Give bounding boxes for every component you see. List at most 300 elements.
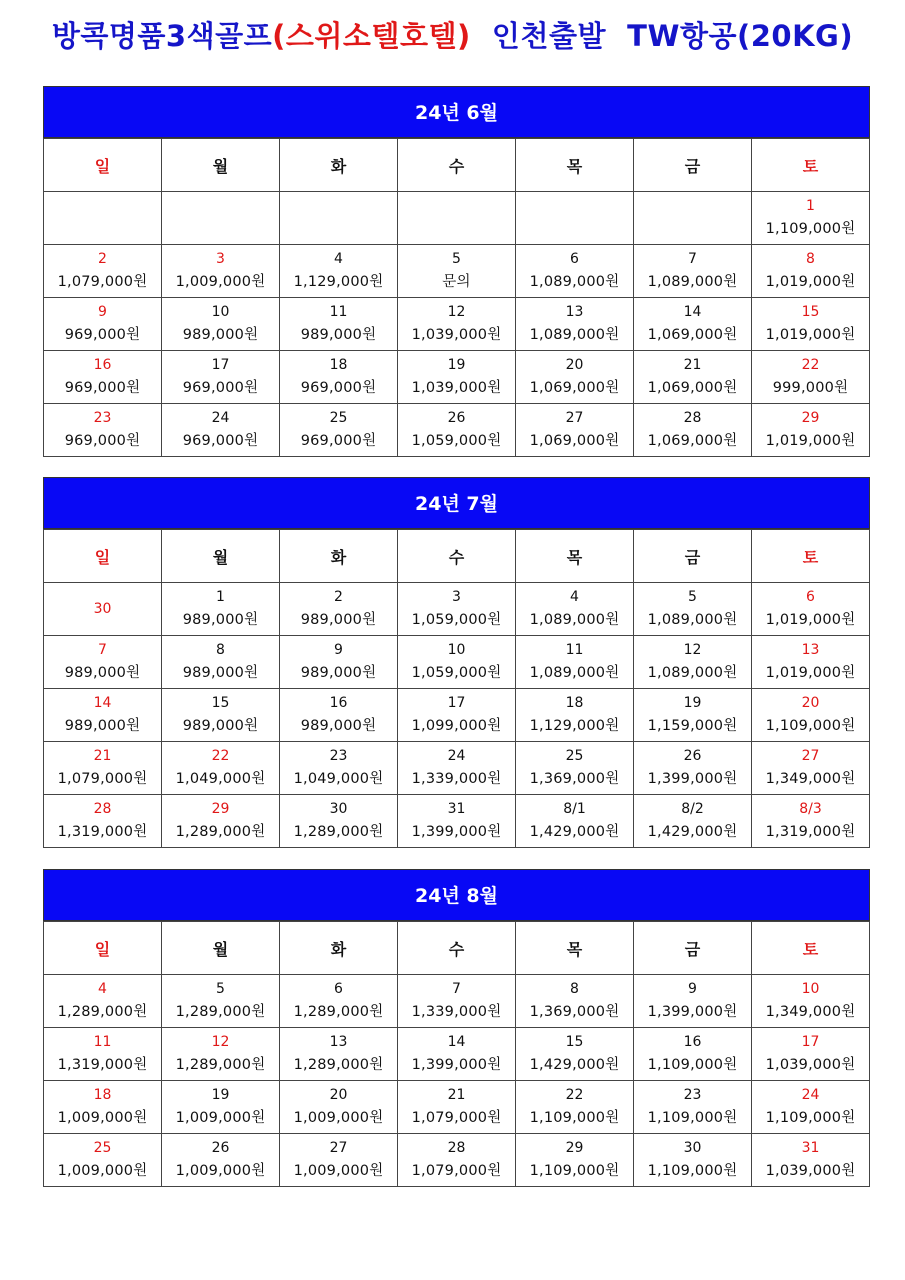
day-cell xyxy=(752,245,870,298)
day-cell xyxy=(752,1081,870,1134)
day-cell xyxy=(398,975,516,1028)
price-label: 1,289,000원 xyxy=(175,1057,266,1073)
day-cell xyxy=(44,583,162,636)
price-label: 1,429,000원 xyxy=(529,1057,620,1073)
day-cell xyxy=(44,1081,162,1134)
month-calendar xyxy=(43,86,870,457)
day-cell xyxy=(634,245,752,298)
day-number: 12 xyxy=(211,1034,230,1050)
price-label: 1,109,000원 xyxy=(647,1110,738,1126)
price-label: 1,089,000원 xyxy=(647,274,738,290)
day-number: 5 xyxy=(688,589,697,605)
day-cell xyxy=(162,1134,280,1187)
price-label: 1,049,000원 xyxy=(175,771,266,787)
day-cell xyxy=(516,742,634,795)
price-label: 1,009,000원 xyxy=(293,1110,384,1126)
weekday-label: 목 xyxy=(516,922,634,975)
day-cell xyxy=(398,192,516,245)
price-label: 1,039,000원 xyxy=(765,1163,856,1179)
price-label: 1,089,000원 xyxy=(647,612,738,628)
week-row xyxy=(44,298,870,351)
day-number: 18 xyxy=(93,1087,112,1103)
day-cell xyxy=(162,245,280,298)
day-number: 14 xyxy=(683,304,702,320)
day-cell xyxy=(634,975,752,1028)
price-label: 969,000원 xyxy=(64,380,141,396)
day-cell xyxy=(162,298,280,351)
weekday-label: 월 xyxy=(162,922,280,975)
day-cell xyxy=(516,689,634,742)
day-number: 19 xyxy=(447,357,466,373)
day-cell xyxy=(634,636,752,689)
day-number: 15 xyxy=(801,304,820,320)
title-product: 방콕명품3색골프 xyxy=(51,19,273,53)
day-number: 1 xyxy=(216,589,225,605)
price-label: 1,109,000원 xyxy=(529,1163,620,1179)
price-label: 969,000원 xyxy=(300,380,377,396)
week-row xyxy=(44,351,870,404)
day-cell xyxy=(516,975,634,1028)
day-number: 6 xyxy=(806,589,815,605)
weekday-header-row xyxy=(44,530,870,583)
day-number: 23 xyxy=(329,748,348,764)
day-number: 27 xyxy=(565,410,584,426)
day-number: 30 xyxy=(329,801,348,817)
day-cell xyxy=(398,1081,516,1134)
price-label: 1,079,000원 xyxy=(411,1110,502,1126)
price-label: 1,109,000원 xyxy=(647,1057,738,1073)
day-number: 19 xyxy=(683,695,702,711)
day-cell xyxy=(280,975,398,1028)
day-cell xyxy=(398,245,516,298)
day-number: 15 xyxy=(211,695,230,711)
price-label: 1,069,000원 xyxy=(647,380,738,396)
price-label: 969,000원 xyxy=(64,433,141,449)
day-number: 23 xyxy=(683,1087,702,1103)
day-number: 30 xyxy=(93,600,112,617)
day-number: 5 xyxy=(216,981,225,997)
weekday-label: 화 xyxy=(280,922,398,975)
day-number: 7 xyxy=(688,251,697,267)
price-label: 1,289,000원 xyxy=(293,1004,384,1020)
weekday-label: 수 xyxy=(398,530,516,583)
day-number: 25 xyxy=(565,748,584,764)
day-number: 17 xyxy=(447,695,466,711)
price-label: 1,059,000원 xyxy=(411,433,502,449)
price-label: 969,000원 xyxy=(182,380,259,396)
week-row xyxy=(44,245,870,298)
price-label: 989,000원 xyxy=(182,665,259,681)
price-label: 1,069,000원 xyxy=(529,433,620,449)
price-label: 1,159,000원 xyxy=(647,718,738,734)
weekday-label: 화 xyxy=(280,139,398,192)
day-number: 4 xyxy=(334,251,343,267)
price-label: 1,079,000원 xyxy=(57,274,148,290)
day-number: 20 xyxy=(565,357,584,373)
day-cell xyxy=(162,975,280,1028)
day-number: 13 xyxy=(329,1034,348,1050)
price-label: 1,009,000원 xyxy=(175,1110,266,1126)
price-label: 1,039,000원 xyxy=(411,380,502,396)
day-cell xyxy=(44,404,162,457)
day-number: 21 xyxy=(93,748,112,764)
weekday-label: 목 xyxy=(516,530,634,583)
day-cell xyxy=(162,404,280,457)
week-row xyxy=(44,975,870,1028)
price-label: 1,429,000원 xyxy=(647,824,738,840)
price-label: 989,000원 xyxy=(300,327,377,343)
calendar-table xyxy=(43,138,870,457)
day-number: 22 xyxy=(565,1087,584,1103)
price-label: 1,039,000원 xyxy=(411,327,502,343)
day-cell xyxy=(398,298,516,351)
day-number: 16 xyxy=(93,357,112,373)
weekday-label: 월 xyxy=(162,139,280,192)
price-label: 1,399,000원 xyxy=(647,1004,738,1020)
day-cell xyxy=(752,404,870,457)
day-cell xyxy=(634,583,752,636)
day-cell xyxy=(516,1028,634,1081)
day-number: 14 xyxy=(93,695,112,711)
price-label: 1,089,000원 xyxy=(529,612,620,628)
price-label: 1,319,000원 xyxy=(765,824,856,840)
day-cell xyxy=(44,1028,162,1081)
price-label: 1,039,000원 xyxy=(765,1057,856,1073)
day-number: 23 xyxy=(93,410,112,426)
day-number: 16 xyxy=(329,695,348,711)
price-label: 1,109,000원 xyxy=(765,718,856,734)
day-cell xyxy=(752,636,870,689)
day-cell xyxy=(44,245,162,298)
day-cell xyxy=(162,1081,280,1134)
day-number: 29 xyxy=(801,410,820,426)
day-cell xyxy=(516,795,634,848)
week-row xyxy=(44,636,870,689)
day-number: 24 xyxy=(211,410,230,426)
price-label: 1,399,000원 xyxy=(411,824,502,840)
day-cell xyxy=(752,298,870,351)
price-label: 969,000원 xyxy=(182,433,259,449)
day-number: 31 xyxy=(447,801,466,817)
price-label: 1,349,000원 xyxy=(765,771,856,787)
price-label: 1,289,000원 xyxy=(175,824,266,840)
day-cell xyxy=(162,351,280,404)
weekday-label: 금 xyxy=(634,139,752,192)
price-label: 1,059,000원 xyxy=(411,665,502,681)
day-number: 10 xyxy=(211,304,230,320)
day-cell xyxy=(516,245,634,298)
page-title xyxy=(0,14,905,55)
day-cell xyxy=(752,192,870,245)
weekday-label: 수 xyxy=(398,922,516,975)
price-label: 989,000원 xyxy=(300,665,377,681)
day-cell xyxy=(634,795,752,848)
price-label: 1,369,000원 xyxy=(529,1004,620,1020)
price-label: 969,000원 xyxy=(300,433,377,449)
day-number: 6 xyxy=(570,251,579,267)
day-cell xyxy=(280,1134,398,1187)
day-number: 15 xyxy=(565,1034,584,1050)
day-cell xyxy=(44,975,162,1028)
day-cell xyxy=(44,742,162,795)
calendar-table xyxy=(43,529,870,848)
price-label: 1,129,000원 xyxy=(293,274,384,290)
day-cell xyxy=(162,1028,280,1081)
week-row xyxy=(44,742,870,795)
day-number: 30 xyxy=(683,1140,702,1156)
day-cell xyxy=(280,583,398,636)
day-cell xyxy=(398,742,516,795)
day-cell xyxy=(752,351,870,404)
price-label: 989,000원 xyxy=(64,718,141,734)
calendar-table xyxy=(43,921,870,1187)
price-label: 1,399,000원 xyxy=(647,771,738,787)
day-cell xyxy=(752,795,870,848)
day-cell xyxy=(398,404,516,457)
day-cell xyxy=(516,1081,634,1134)
day-number: 3 xyxy=(216,251,225,267)
price-label: 1,319,000원 xyxy=(57,824,148,840)
price-label: 969,000원 xyxy=(64,327,141,343)
price-label: 1,009,000원 xyxy=(175,274,266,290)
price-label: 999,000원 xyxy=(772,380,849,396)
day-number: 13 xyxy=(565,304,584,320)
day-number: 11 xyxy=(93,1034,112,1050)
price-label: 1,089,000원 xyxy=(529,327,620,343)
price-label: 1,079,000원 xyxy=(57,771,148,787)
day-number: 22 xyxy=(801,357,820,373)
day-cell xyxy=(516,1134,634,1187)
day-number: 4 xyxy=(570,589,579,605)
price-label: 989,000원 xyxy=(64,665,141,681)
day-number: 28 xyxy=(683,410,702,426)
day-cell xyxy=(516,192,634,245)
day-number: 27 xyxy=(801,748,820,764)
day-cell xyxy=(162,742,280,795)
day-cell xyxy=(162,795,280,848)
day-number: 11 xyxy=(329,304,348,320)
price-label: 1,289,000원 xyxy=(57,1004,148,1020)
day-number: 8/1 xyxy=(563,801,586,817)
day-cell xyxy=(634,1134,752,1187)
day-number: 20 xyxy=(329,1087,348,1103)
weekday-label: 화 xyxy=(280,530,398,583)
weekday-header-row xyxy=(44,922,870,975)
price-label: 1,109,000원 xyxy=(765,1110,856,1126)
weekday-label: 목 xyxy=(516,139,634,192)
price-label: 문의 xyxy=(442,274,471,290)
day-cell xyxy=(752,583,870,636)
day-number: 17 xyxy=(211,357,230,373)
day-cell xyxy=(634,404,752,457)
day-number: 26 xyxy=(683,748,702,764)
price-label: 1,099,000원 xyxy=(411,718,502,734)
price-label: 1,009,000원 xyxy=(175,1163,266,1179)
price-label: 1,109,000원 xyxy=(765,221,856,237)
weekday-label: 일 xyxy=(44,139,162,192)
day-cell xyxy=(516,351,634,404)
price-label: 1,019,000원 xyxy=(765,665,856,681)
day-number: 20 xyxy=(801,695,820,711)
day-cell xyxy=(398,583,516,636)
day-number: 26 xyxy=(447,410,466,426)
price-label: 1,289,000원 xyxy=(293,1057,384,1073)
day-cell xyxy=(752,742,870,795)
price-label: 1,369,000원 xyxy=(529,771,620,787)
month-header: 24년 7월 xyxy=(43,477,870,529)
week-row xyxy=(44,1134,870,1187)
week-row xyxy=(44,583,870,636)
day-cell xyxy=(280,1028,398,1081)
week-row xyxy=(44,192,870,245)
week-row xyxy=(44,689,870,742)
month-header: 24년 6월 xyxy=(43,86,870,138)
month-calendar xyxy=(43,477,870,848)
weekday-label: 일 xyxy=(44,922,162,975)
price-label: 1,069,000원 xyxy=(647,433,738,449)
day-cell xyxy=(516,298,634,351)
month-header: 24년 8월 xyxy=(43,869,870,921)
day-cell xyxy=(280,795,398,848)
day-number: 29 xyxy=(565,1140,584,1156)
price-label: 1,339,000원 xyxy=(411,771,502,787)
day-cell xyxy=(280,245,398,298)
title-hotel: (스위소텔호텔) xyxy=(272,19,471,53)
day-cell xyxy=(634,1028,752,1081)
day-cell xyxy=(634,192,752,245)
day-number: 2 xyxy=(334,589,343,605)
price-label: 1,069,000원 xyxy=(647,327,738,343)
day-number: 19 xyxy=(211,1087,230,1103)
day-cell xyxy=(44,795,162,848)
day-number: 16 xyxy=(683,1034,702,1050)
month-calendar xyxy=(43,869,870,1187)
day-number: 11 xyxy=(565,642,584,658)
day-cell xyxy=(634,742,752,795)
price-label: 1,089,000원 xyxy=(529,665,620,681)
day-cell xyxy=(44,351,162,404)
price-label: 1,009,000원 xyxy=(293,1163,384,1179)
day-cell xyxy=(398,1028,516,1081)
day-number: 1 xyxy=(806,198,815,214)
price-label: 1,019,000원 xyxy=(765,274,856,290)
day-cell xyxy=(44,689,162,742)
day-number: 14 xyxy=(447,1034,466,1050)
day-number: 25 xyxy=(93,1140,112,1156)
weekday-header-row xyxy=(44,139,870,192)
day-cell xyxy=(44,1134,162,1187)
price-label: 1,089,000원 xyxy=(529,274,620,290)
day-number: 10 xyxy=(801,981,820,997)
day-number: 7 xyxy=(98,642,107,658)
weekday-label: 토 xyxy=(752,139,870,192)
price-label: 989,000원 xyxy=(182,612,259,628)
weekday-label: 월 xyxy=(162,530,280,583)
week-row xyxy=(44,1081,870,1134)
week-row xyxy=(44,1028,870,1081)
price-label: 1,089,000원 xyxy=(647,665,738,681)
price-label: 1,109,000원 xyxy=(647,1163,738,1179)
weekday-label: 수 xyxy=(398,139,516,192)
day-cell xyxy=(280,742,398,795)
day-cell xyxy=(752,689,870,742)
weekday-label: 토 xyxy=(752,530,870,583)
price-label: 1,399,000원 xyxy=(411,1057,502,1073)
day-cell xyxy=(280,636,398,689)
day-cell xyxy=(162,636,280,689)
day-number: 10 xyxy=(447,642,466,658)
day-number: 9 xyxy=(334,642,343,658)
day-cell xyxy=(162,689,280,742)
day-cell xyxy=(752,1134,870,1187)
day-number: 8/2 xyxy=(681,801,704,817)
price-label: 1,019,000원 xyxy=(765,327,856,343)
weekday-label: 일 xyxy=(44,530,162,583)
day-number: 8/3 xyxy=(799,801,822,817)
weekday-label: 금 xyxy=(634,530,752,583)
price-label: 989,000원 xyxy=(300,612,377,628)
price-label: 1,049,000원 xyxy=(293,771,384,787)
day-cell xyxy=(398,689,516,742)
day-number: 26 xyxy=(211,1140,230,1156)
price-label: 989,000원 xyxy=(300,718,377,734)
day-number: 24 xyxy=(801,1087,820,1103)
day-cell xyxy=(398,351,516,404)
week-row xyxy=(44,795,870,848)
price-label: 1,429,000원 xyxy=(529,824,620,840)
day-number: 6 xyxy=(334,981,343,997)
price-label: 1,129,000원 xyxy=(529,718,620,734)
day-number: 28 xyxy=(93,801,112,817)
day-number: 9 xyxy=(98,304,107,320)
day-cell xyxy=(280,1081,398,1134)
price-label: 1,289,000원 xyxy=(293,824,384,840)
day-number: 28 xyxy=(447,1140,466,1156)
weekday-label: 금 xyxy=(634,922,752,975)
day-cell xyxy=(44,636,162,689)
price-label: 1,109,000원 xyxy=(529,1110,620,1126)
day-cell xyxy=(516,583,634,636)
day-number: 18 xyxy=(565,695,584,711)
day-number: 8 xyxy=(570,981,579,997)
day-number: 27 xyxy=(329,1140,348,1156)
day-cell xyxy=(634,689,752,742)
day-cell xyxy=(398,1134,516,1187)
day-number: 17 xyxy=(801,1034,820,1050)
day-cell xyxy=(398,795,516,848)
price-label: 1,019,000원 xyxy=(765,612,856,628)
day-cell xyxy=(516,636,634,689)
day-cell xyxy=(44,298,162,351)
price-label: 1,009,000원 xyxy=(57,1163,148,1179)
day-cell xyxy=(398,636,516,689)
price-label: 1,289,000원 xyxy=(175,1004,266,1020)
day-number: 29 xyxy=(211,801,230,817)
day-number: 3 xyxy=(452,589,461,605)
day-number: 12 xyxy=(683,642,702,658)
price-label: 1,059,000원 xyxy=(411,612,502,628)
day-cell xyxy=(516,404,634,457)
price-label: 1,069,000원 xyxy=(529,380,620,396)
day-number: 21 xyxy=(447,1087,466,1103)
day-cell xyxy=(162,192,280,245)
day-number: 13 xyxy=(801,642,820,658)
day-number: 12 xyxy=(447,304,466,320)
weekday-label: 토 xyxy=(752,922,870,975)
day-cell xyxy=(280,689,398,742)
price-label: 1,339,000원 xyxy=(411,1004,502,1020)
price-label: 1,009,000원 xyxy=(57,1110,148,1126)
